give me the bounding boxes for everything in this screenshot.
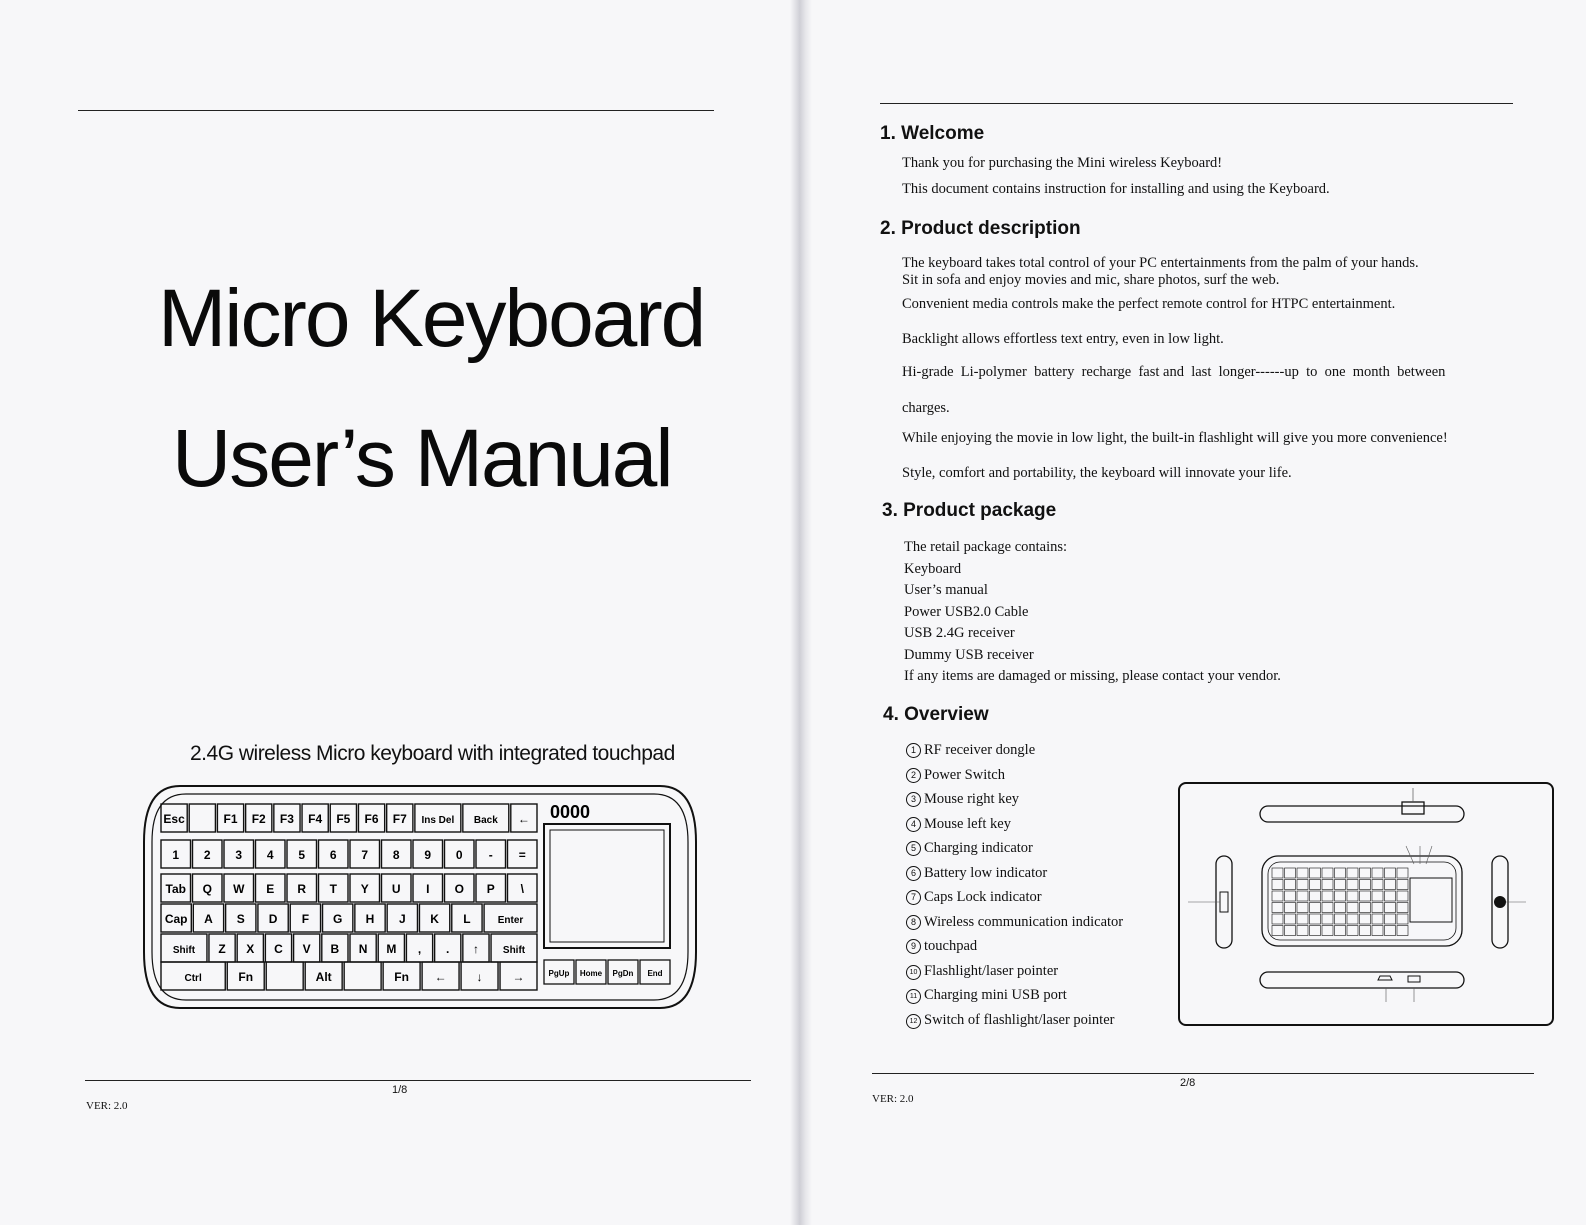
welcome-line-2: This document contains instruction for installing and using the Keyboard. — [902, 181, 1330, 197]
item-number-badge: 4 — [906, 817, 921, 832]
keyboard-key-label: Tab — [165, 882, 186, 896]
keyboard-key-label: I — [426, 882, 430, 896]
left-version: VER: 2.0 — [86, 1100, 128, 1112]
mini-key — [1397, 891, 1408, 901]
overview-item-text: Wireless communication indicator — [924, 913, 1124, 930]
mini-key — [1322, 880, 1333, 890]
overview-item — [906, 963, 1058, 980]
overview-item-text: Mouse left key — [924, 815, 1011, 832]
mini-key — [1360, 880, 1371, 890]
mini-key — [1347, 926, 1358, 936]
mini-key — [1372, 880, 1383, 890]
keyboard-key-label: F6 — [364, 812, 379, 826]
overview-item — [906, 840, 1033, 857]
keyboard-key-label: Ins Del — [421, 815, 455, 826]
keyboard-key-label: B — [330, 942, 340, 956]
mini-key — [1335, 903, 1346, 913]
keyboard-key-label: N — [358, 942, 368, 956]
overview-diagram — [1178, 782, 1554, 1026]
heading-welcome: 1. Welcome — [880, 123, 985, 144]
mini-key — [1285, 868, 1296, 878]
mini-key — [1310, 868, 1321, 878]
desc-line-8: Style, comfort and portability, the keyboard will innovate your life. — [902, 465, 1292, 481]
mini-key — [1372, 914, 1383, 924]
keyboard-key-label: Ctrl — [184, 973, 202, 984]
mini-key — [1285, 914, 1296, 924]
overview-item — [906, 791, 1019, 808]
keyboard-key-label: L — [463, 912, 471, 926]
mini-key — [1347, 868, 1358, 878]
overview-item — [906, 767, 1005, 784]
keyboard-key-label: H — [365, 912, 375, 926]
overview-diagram-drawing — [1180, 784, 1552, 1024]
mini-key — [1360, 914, 1371, 924]
title-line-2: User’s Manual — [172, 413, 672, 504]
keyboard-key-label: C — [274, 942, 283, 956]
keyboard-key-label: Esc — [163, 812, 185, 826]
mini-key — [1397, 926, 1408, 936]
mini-key — [1297, 926, 1308, 936]
keyboard-key-label: D — [268, 912, 278, 926]
keyboard-key-label: \ — [520, 882, 524, 896]
keyboard-key-label: W — [233, 882, 245, 896]
mini-key — [1335, 914, 1346, 924]
keyboard-key-label: Back — [473, 815, 498, 826]
right-version: VER: 2.0 — [872, 1093, 914, 1105]
overview-item-text: Charging indicator — [924, 840, 1033, 856]
overview-item — [906, 742, 1035, 759]
left-top-rule — [78, 110, 714, 111]
keyboard-key-label: Alt — [315, 970, 332, 984]
overview-item-text: touchpad — [924, 938, 978, 954]
item-number-badge: 5 — [906, 841, 921, 856]
keyboard-key-label: R — [297, 882, 307, 896]
indicator-badge: 0000 — [550, 802, 591, 822]
overview-item-text: Caps Lock indicator — [924, 889, 1042, 905]
mini-key — [1385, 926, 1396, 936]
mini-key — [1397, 903, 1408, 913]
keyboard-key — [266, 962, 303, 990]
heading-product-package: 3. Product package — [882, 500, 1057, 521]
package-line-6: Dummy USB receiver — [904, 647, 1034, 663]
overview-item — [906, 938, 977, 955]
mini-key — [1347, 914, 1358, 924]
mini-key — [1335, 880, 1346, 890]
mini-key — [1372, 868, 1383, 878]
keyboard-key-label: ↑ — [472, 942, 479, 956]
package-line-2: Keyboard — [904, 561, 962, 577]
mini-key — [1385, 880, 1396, 890]
keyboard-key-label: F3 — [279, 812, 294, 826]
mini-key — [1310, 880, 1321, 890]
item-number-badge: 9 — [906, 939, 921, 954]
mini-key — [1297, 914, 1308, 924]
keyboard-key-label: F — [301, 912, 310, 926]
keyboard-key — [189, 804, 215, 832]
keyboard-key-label: ← — [434, 970, 447, 984]
keyboard-key-label: 6 — [329, 848, 337, 862]
mini-key — [1372, 903, 1383, 913]
heading-product-description: 2. Product description — [880, 218, 1081, 239]
subtitle: 2.4G wireless Micro keyboard with integrated touchpad — [190, 742, 675, 765]
mini-key — [1397, 868, 1408, 878]
keyboard-key-label: M — [386, 942, 397, 956]
item-number-badge: 12 — [906, 1014, 921, 1029]
keyboard-key-label: P — [486, 882, 495, 896]
keyboard-key-label: 9 — [424, 848, 432, 862]
mini-key — [1272, 868, 1283, 878]
desc-line-7: While enjoying the movie in low light, the built-in flashlight will give you more convenience! — [902, 430, 1448, 446]
keyboard-key-label: F5 — [336, 812, 351, 826]
keyboard-key-label: 4 — [266, 848, 274, 862]
keyboard-key — [344, 962, 381, 990]
keyboard-illustration — [140, 782, 700, 1012]
mini-key — [1372, 891, 1383, 901]
overview-item-text: Battery low indicator — [924, 864, 1048, 881]
book-spine — [790, 0, 812, 1225]
keyboard-key-label: Fn — [394, 970, 409, 984]
mini-key — [1310, 914, 1321, 924]
overview-item — [906, 987, 1067, 1004]
mini-key — [1310, 926, 1321, 936]
mini-key — [1285, 891, 1296, 901]
keyboard-key-label: Z — [218, 942, 226, 956]
touchpad-key-label: Home — [579, 969, 603, 978]
keyboard-key-label: O — [454, 882, 464, 896]
mini-key — [1272, 891, 1283, 901]
package-line-5: USB 2.4G receiver — [904, 625, 1015, 641]
keyboard-key-label: V — [302, 942, 311, 956]
overview-item-text: Mouse right key — [924, 791, 1020, 807]
touchpad-key-label: PgUp — [548, 969, 570, 978]
keyboard-key-label: A — [204, 912, 213, 926]
mini-key — [1347, 891, 1358, 901]
desc-line-3: Convenient media controls make the perfect remote control for HTPC entertainment. — [902, 296, 1396, 312]
item-number-badge: 3 — [906, 792, 921, 807]
overview-item-text: Switch of flashlight/laser pointer — [924, 1011, 1115, 1028]
item-number-badge: 10 — [906, 965, 921, 980]
overview-item-text: Flashlight/laser pointer — [924, 962, 1059, 979]
desc-line-6: charges. — [902, 400, 950, 416]
desc-line-2: Sit in sofa and enjoy movies and mic, share photos, surf the web. — [902, 272, 1280, 288]
keyboard-key-label: , — [417, 942, 422, 956]
overview-item — [906, 816, 1011, 833]
package-line-1: The retail package contains: — [904, 539, 1068, 555]
item-number-badge: 8 — [906, 915, 921, 930]
heading-overview: 4. Overview — [883, 704, 989, 725]
keyboard-key-label: Shift — [502, 945, 526, 956]
keyboard-key-label: G — [333, 912, 343, 926]
mini-key — [1322, 914, 1333, 924]
right-top-rule — [880, 103, 1513, 104]
item-number-badge: 2 — [906, 768, 921, 783]
keyboard-key-label: Q — [202, 882, 212, 896]
keyboard-key-label: . — [446, 942, 450, 956]
keyboard-key-label: 8 — [392, 848, 400, 862]
mini-key — [1285, 926, 1296, 936]
desc-line-5: Hi-grade Li-polymer battery recharge fast and last longer------up to one month between — [902, 364, 1446, 380]
mini-key — [1372, 926, 1383, 936]
touchpad-key-label: End — [647, 969, 663, 978]
mini-key — [1297, 880, 1308, 890]
left-bottom-rule — [85, 1080, 751, 1081]
keyboard-key-label: U — [391, 882, 401, 896]
left-page-number: 1/8 — [392, 1084, 408, 1096]
keyboard-key-label: F2 — [251, 812, 266, 826]
keyboard-key-label: F1 — [223, 812, 238, 826]
overview-item-text: RF receiver dongle — [924, 742, 1036, 758]
mini-key — [1322, 903, 1333, 913]
keyboard-key-label: ↓ — [476, 970, 483, 984]
item-number-badge: 6 — [906, 866, 921, 881]
mini-key — [1297, 903, 1308, 913]
keyboard-key-label: Cap — [164, 912, 188, 926]
mini-key — [1360, 868, 1371, 878]
mini-key — [1272, 914, 1283, 924]
keyboard-key-label: E — [266, 882, 275, 896]
keyboard-key-label: Fn — [238, 970, 254, 984]
mini-key — [1385, 868, 1396, 878]
keyboard-key-label: X — [246, 942, 255, 956]
welcome-line-1: Thank you for purchasing the Mini wireless Keyboard! — [902, 155, 1223, 171]
keyboard-key-label: F7 — [392, 812, 407, 826]
mini-key — [1285, 880, 1296, 890]
mini-key — [1322, 868, 1333, 878]
touchpad-area — [544, 824, 670, 948]
keyboard-key-label: Shift — [172, 945, 196, 956]
mini-key — [1385, 891, 1396, 901]
mini-key — [1322, 891, 1333, 901]
item-number-badge: 1 — [906, 743, 921, 758]
mini-key — [1322, 926, 1333, 936]
mini-key — [1347, 880, 1358, 890]
package-line-3: User’s manual — [904, 582, 988, 598]
mini-key — [1360, 903, 1371, 913]
mini-key — [1285, 903, 1296, 913]
item-number-badge: 11 — [906, 989, 921, 1004]
right-page-number: 2/8 — [1180, 1077, 1196, 1089]
mini-key — [1297, 868, 1308, 878]
mini-key — [1272, 903, 1283, 913]
mini-key — [1397, 914, 1408, 924]
keyboard-key-label: K — [430, 912, 439, 926]
overview-item — [906, 1012, 1114, 1029]
keyboard-key-label: - — [488, 848, 493, 862]
keyboard-key-label: ← — [517, 812, 530, 826]
keyboard-key-label: Enter — [497, 915, 524, 926]
keyboard-key-label: 5 — [298, 848, 306, 862]
keyboard-key-label: 0 — [455, 848, 463, 862]
keyboard-key-label: 1 — [172, 848, 180, 862]
mini-key — [1272, 880, 1283, 890]
keyboard-key-label: F4 — [308, 812, 323, 826]
mini-key — [1310, 891, 1321, 901]
mini-key — [1360, 926, 1371, 936]
mini-key — [1297, 891, 1308, 901]
keyboard-key-label: 7 — [361, 848, 369, 862]
package-line-4: Power USB2.0 Cable — [904, 604, 1029, 620]
mini-key — [1360, 891, 1371, 901]
mini-key — [1385, 914, 1396, 924]
mini-key — [1347, 903, 1358, 913]
package-line-7: If any items are damaged or missing, please contact your vendor. — [904, 668, 1281, 684]
touchpad-key-label: PgDn — [612, 969, 634, 978]
mini-key — [1272, 926, 1283, 936]
mini-key — [1335, 926, 1346, 936]
mini-key — [1335, 891, 1346, 901]
overview-item-text: Charging mini USB port — [924, 987, 1067, 1003]
mini-key — [1310, 903, 1321, 913]
keyboard-key-label: Y — [360, 882, 369, 896]
desc-line-1: The keyboard takes total control of your PC entertainments from the palm of your hands. — [902, 255, 1419, 271]
overview-item — [906, 914, 1123, 931]
keyboard-key-label: = — [518, 848, 526, 862]
keyboard-key-label: S — [236, 912, 245, 926]
mini-key — [1335, 868, 1346, 878]
keyboard-key-label: 2 — [203, 848, 211, 862]
right-bottom-rule — [872, 1073, 1534, 1074]
overview-item-text: Power Switch — [924, 766, 1005, 783]
title-line-1: Micro Keyboard — [158, 273, 705, 364]
keyboard-key-label: → — [512, 970, 525, 984]
keyboard-key-label: T — [329, 882, 337, 896]
mini-key — [1397, 880, 1408, 890]
overview-item — [906, 865, 1047, 882]
mini-key — [1385, 903, 1396, 913]
keyboard-key-label: 3 — [235, 848, 243, 862]
overview-item — [906, 889, 1042, 906]
item-number-badge: 7 — [906, 890, 921, 905]
desc-line-4: Backlight allows effortless text entry, even in low light. — [902, 331, 1224, 347]
keyboard-key-label: J — [398, 912, 406, 926]
